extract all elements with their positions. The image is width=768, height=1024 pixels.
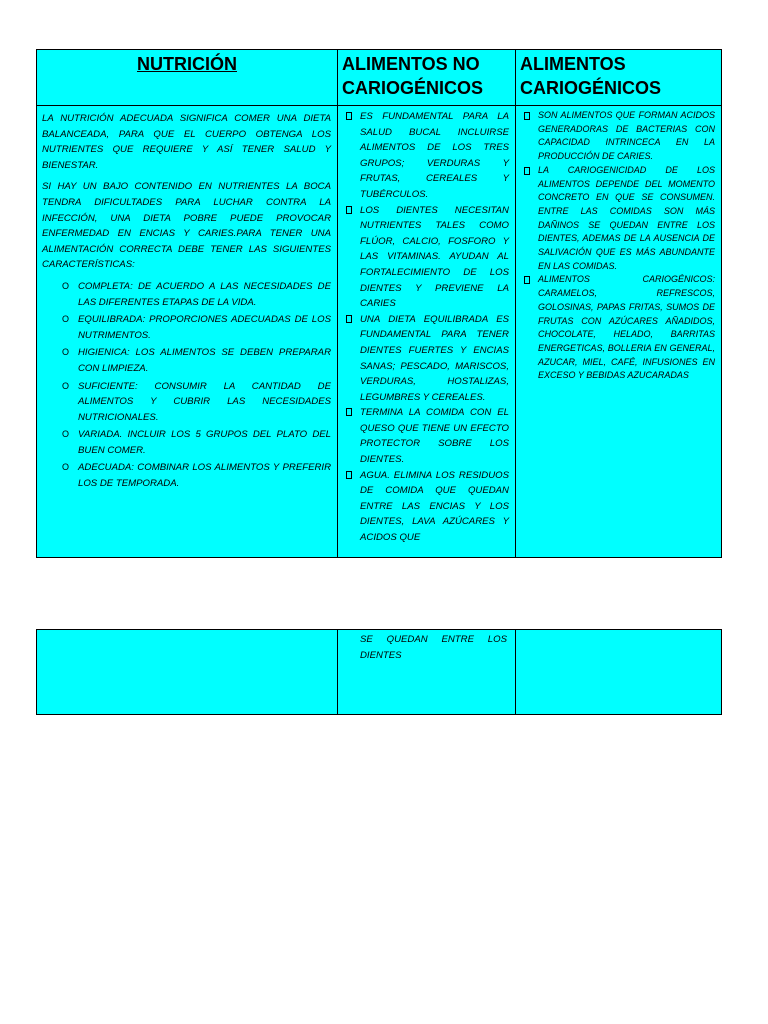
list-item: AGUA. ELIMINA LOS RESIDUOS DE COMIDA QUE QUEDAN ENTRE LAS ENCIAS Y LOS DIENTES, LAVA AZÚCARES Y ACIDOS QUE [342, 468, 509, 546]
nutricion-paragraph: SI HAY UN BAJO CONTENIDO EN NUTRIENTES LA BOCA TENDRA DIFICULTADES PARA LUCHAR CONTRA LA INFECCIÓN, UNA DIETA POBRE PUEDE PROVOCAR ENFERMEDAD EN ENCIAS Y CARIES.PARA TENER UNA ALIMENTACIÓN CORRECTA DEBE TENER LAS SIGUIENTES CARACTERÍSTICAS: [42, 181, 331, 271]
square-bullet-icon [346, 112, 352, 120]
list-item: O COMPLETA: DE ACUERDO A LAS NECESIDADES DE LAS DIFERENTES ETAPAS DE LA VIDA. [62, 280, 331, 308]
circle-bullet-icon: O [62, 280, 70, 291]
circle-bullet-icon: O [62, 314, 70, 325]
table-header-row [37, 50, 722, 106]
header-no-cariogenicos-cell [338, 50, 516, 106]
header-nutricion-cell [37, 50, 338, 106]
square-bullet-icon [524, 112, 530, 120]
list-item: O VARIADA. INCLUIR LOS 5 GRUPOS DEL PLATO DEL BUEN COMER. [62, 429, 331, 456]
square-bullet-icon [524, 167, 530, 175]
square-bullet-icon [346, 471, 352, 479]
no-cariogenicos-list [338, 106, 515, 546]
list-item: TERMINA LA COMIDA CON EL QUESO QUE TIENE UN EFECTO PROTECTOR SOBRE LOS DIENTES. [342, 405, 509, 467]
nutrition-table [36, 49, 722, 558]
square-bullet-icon [524, 276, 530, 284]
list-item: O SUFICIENTE: CONSUMIR LA CANTIDAD DE ALIMENTOS Y CUBRIR LAS NECESIDADES NUTRICIONALES. [62, 380, 331, 423]
header-cariogenicos: ALIMENTOS CARIOGÉNICOS [520, 54, 662, 98]
list-item: LOS DIENTES NECESITAN NUTRIENTES TALES COMO FLÚOR, CALCIO, FOSFORO Y LAS VITAMINAS. AYUDAN AL FORTALECIMIENTO DE LOS DIENTES Y PREVIENE LA CARIES [342, 203, 509, 312]
continuation-no-cariogenicos-cell [338, 630, 516, 715]
continuation-nutricion-cell [37, 630, 338, 715]
list-item: O EQUILIBRADA: PROPORCIONES ADECUADAS DE LOS NUTRIMENTOS. [62, 314, 331, 341]
circle-bullet-icon: O [62, 347, 70, 358]
square-bullet-icon [346, 206, 352, 214]
continuation-cariogenicos-cell [516, 630, 722, 715]
nutricion-paragraph: LA NUTRICIÓN ADECUADA SIGNIFICA COMER UNA DIETA BALANCEADA, PARA QUE EL CUERPO OBTENGA LOS NUTRIENTES QUE REQUIERE Y ASÍ TENER SALUD Y BIENESTAR. [42, 113, 331, 171]
header-cariogenicos-cell [516, 50, 722, 106]
square-bullet-icon [346, 315, 352, 323]
circle-bullet-icon: O [62, 462, 70, 473]
list-item: ES FUNDAMENTAL PARA LA SALUD BUCAL INCLUIRSE ALIMENTOS DE LOS TRES GRUPOS; VERDURAS Y FRUTAS, CEREALES Y TUBÉRCULOS. [342, 109, 509, 203]
cariogenicos-cell [516, 106, 722, 558]
header-nutricion: NUTRICIÓN [137, 54, 237, 74]
header-no-cariogenicos: ALIMENTOS NO CARIOGÉNICOS [342, 54, 484, 98]
list-item: SON ALIMENTOS QUE FORMAN ACIDOS GENERADORAS DE BACTERIAS CON CAPACIDAD INTRINCECA EN LA PRODUCCIÓN DE CARIES. [520, 109, 715, 164]
continuation-text: SE QUEDAN ENTRE LOS DIENTES [360, 634, 507, 661]
circle-bullet-icon: O [62, 429, 70, 440]
continuation-row [37, 630, 722, 715]
list-item: ALIMENTOS CARIOGÉNICOS: CARAMELOS, REFRESCOS, GOLOSINAS, PAPAS FRITAS, SUMOS DE FRUTAS CON AZÚCARES AÑADIDOS, CHOCOLATE, HELADO, BARRITAS ENERGETICAS, BOLLERIA EN GENERAL, AZUCAR, MIEL, CAFÉ, INFUSIONES EN EXCESO Y BEBIDAS AZUCARADAS [520, 273, 715, 383]
list-item: O ADECUADA: COMBINAR LOS ALIMENTOS Y PREFERIR LOS DE TEMPORADA. [62, 462, 331, 490]
list-item: LA CARIOGENICIDAD DE LOS ALIMENTOS DEPENDE DEL MOMENTO CONCRETO EN QUE SE CONSUMEN. ENTRE LAS COMIDAS SON MÁS DAÑINOS SE QUEDAN ENTRE LOS DIENTES, ADEMAS DE LA AUSENCIA DE SALIVACIÓN QUE ES MÁS ABUNDANTE EN LAS COMIDAS. [520, 164, 715, 274]
circle-bullet-icon: O [62, 380, 70, 391]
no-cariogenicos-cell [338, 106, 516, 558]
nutricion-cell [37, 106, 338, 558]
table-body-row [37, 106, 722, 558]
list-item: O HIGIENICA: LOS ALIMENTOS SE DEBEN PREPARAR CON LIMPIEZA. [62, 347, 331, 374]
square-bullet-icon [346, 408, 352, 416]
characteristics-list [42, 279, 331, 492]
continuation-table [36, 629, 722, 715]
list-item: UNA DIETA EQUILIBRADA ES FUNDAMENTAL PARA TENER DIENTES FUERTES Y ENCIAS SANAS; PESCADO, MARISCOS, VERDURAS, HOSTALIZAS, LEGUMBRES Y CEREALES. [342, 312, 509, 406]
cariogenicos-list [516, 106, 721, 383]
